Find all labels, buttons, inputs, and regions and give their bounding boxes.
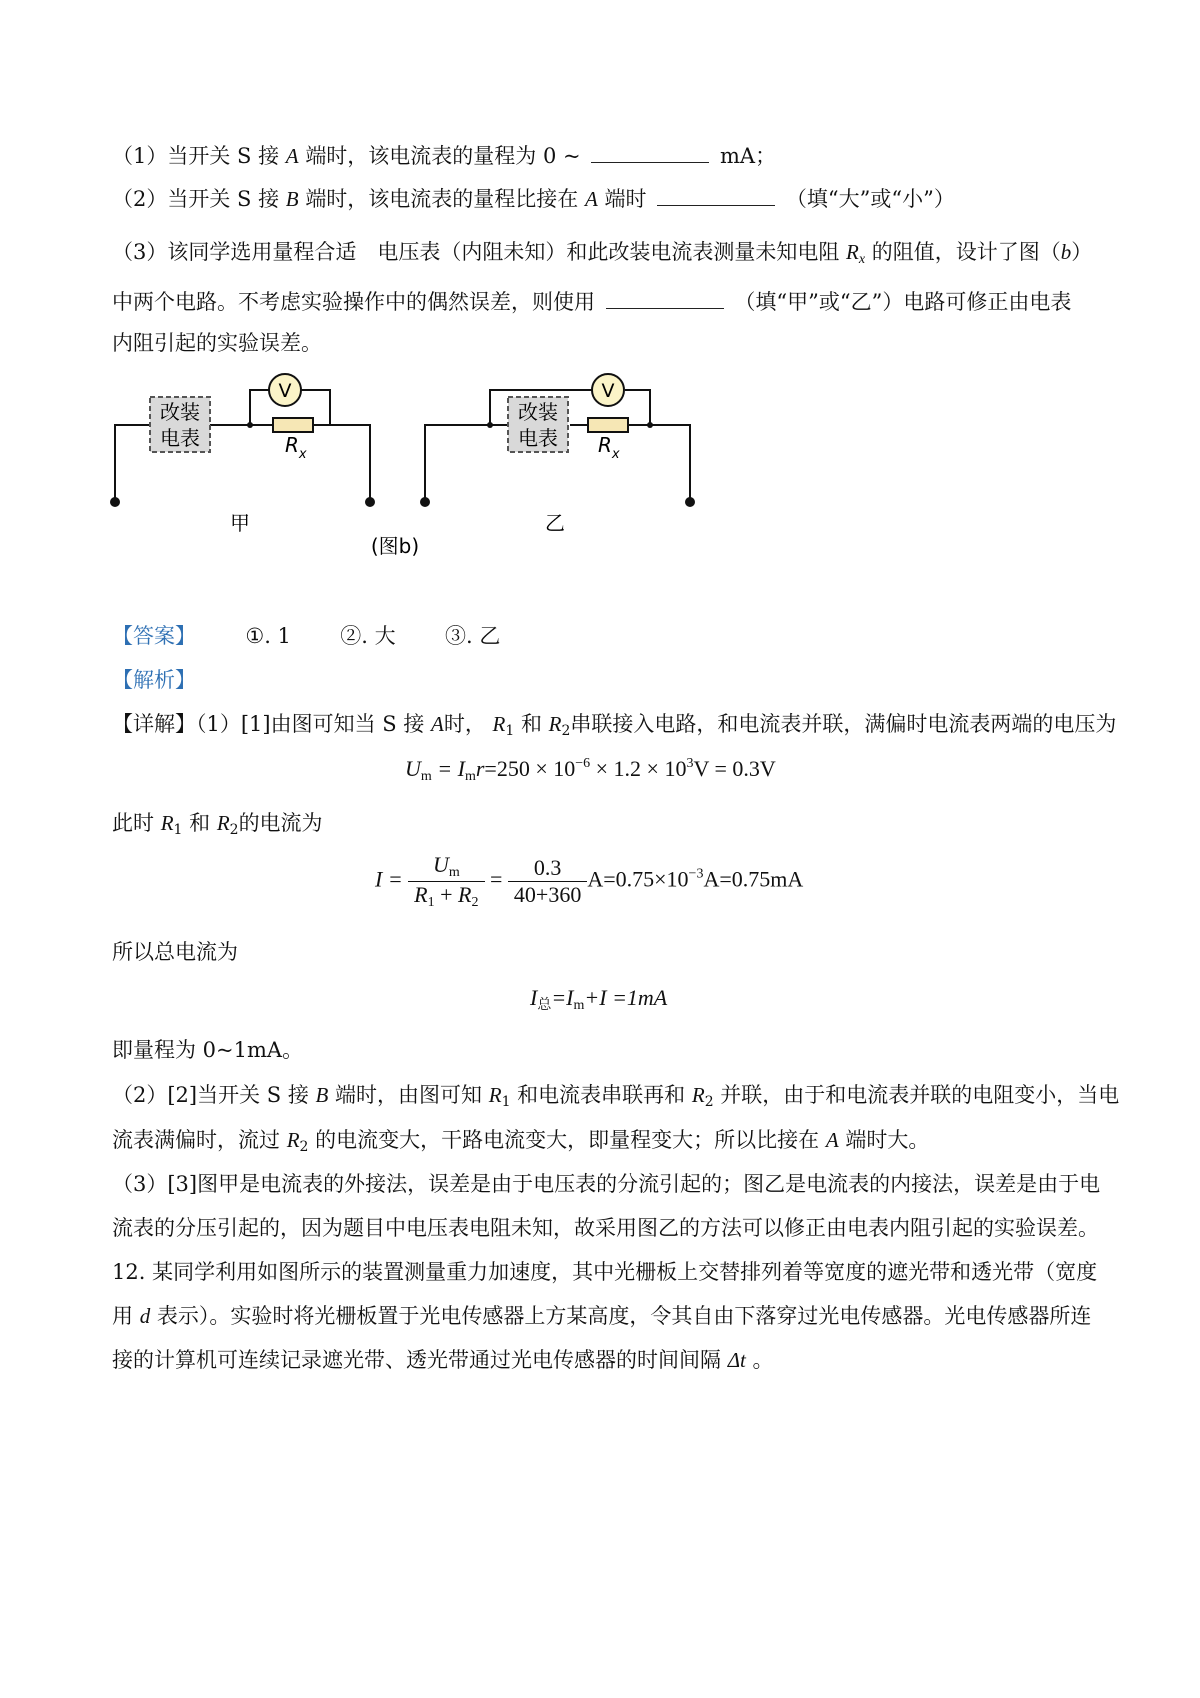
- detail-line1: [112, 708, 1116, 739]
- eq1-m: m: [420, 769, 432, 784]
- detail-text6: 所以总电流为: [112, 940, 238, 964]
- p2-text3: 和电流表串联再和: [517, 1083, 686, 1107]
- detail-and: 和: [520, 712, 542, 736]
- eq1-i: = I: [431, 756, 465, 781]
- q2-text: （2）当开关 S 接: [112, 187, 280, 211]
- terminal-jia-left: [110, 497, 120, 507]
- detail-r2b: R: [216, 811, 230, 835]
- q1-text: （1）当开关 S 接: [112, 144, 280, 168]
- p2-r2-sub: 2: [704, 1094, 714, 1110]
- p2-text4: 并联，由于和电流表并联的电阻变小，当电: [720, 1083, 1120, 1107]
- answer-line: [112, 620, 500, 650]
- voltmeter-label-yi: V: [601, 380, 615, 402]
- detail-line3: [112, 936, 238, 966]
- q12-text3: 表示）。实验时将光栅板置于光电传感器上方某高度，令其自由下落穿过光电传感器。光电传感器所连: [156, 1304, 1092, 1328]
- equation-1: [405, 756, 776, 785]
- detail-r2-sub: 2: [561, 723, 571, 739]
- q12-text4: 接的计算机可连续记录遮光带、透光带通过光电传感器的时间间隔: [112, 1348, 721, 1372]
- q3-line3: [112, 327, 322, 357]
- terminal-yi-left: [420, 497, 430, 507]
- q2-hint: （填“大”或“小”）: [785, 187, 955, 211]
- q3-text2: 的阻值，设计了图（: [871, 240, 1061, 264]
- figure-caption: (图b): [370, 534, 420, 558]
- detail-r2b-sub: 2: [229, 822, 239, 838]
- answer-3: ③. 乙: [445, 624, 501, 648]
- equation-2: [375, 852, 803, 911]
- q12-text2: 用: [112, 1304, 133, 1328]
- eq1-r: r: [475, 756, 485, 781]
- eq1-val3: V = 0.3V: [693, 756, 776, 781]
- p2-text2: 端时，由图可知: [335, 1083, 483, 1107]
- dot-yi-2: [647, 422, 653, 428]
- detail-r1: R: [492, 712, 506, 736]
- q12-text: 12. 某同学利用如图所示的装置测量重力加速度，其中光栅板上交替排列着等宽度的遮光带和透光带（宽度: [112, 1260, 1098, 1284]
- detail-line4: [112, 1034, 303, 1064]
- analysis-label: 【解析】: [112, 668, 196, 692]
- q2-text2: 端时，该电流表的量程比接在: [305, 187, 579, 211]
- p3-text: （3）[3]图甲是电流表的外接法，误差是由于电压表的分流引起的；图乙是电流表的内接法，误差是由于电: [112, 1172, 1101, 1196]
- p2-r2: R: [691, 1083, 705, 1107]
- q12-text5: 。: [752, 1348, 774, 1372]
- detail-var: A: [431, 712, 444, 736]
- p2-r2b-sub: 2: [299, 1139, 309, 1155]
- eq2-tail: A=0.75×10: [587, 866, 689, 892]
- eq3-sub: 总: [537, 997, 552, 1013]
- p3-text2: 流表的分压引起的，因为题目中电压表电阻未知，故采用图乙的方法可以修正由电表内阻引起的实验误差。: [112, 1216, 1099, 1240]
- detail-r1b: R: [160, 811, 174, 835]
- q1-unit: mA；: [720, 144, 777, 168]
- detail-line2: [112, 807, 323, 838]
- eq2-eq: =: [490, 866, 503, 892]
- detail-text4: 此时: [112, 811, 154, 835]
- eq2-i: I =: [375, 866, 403, 892]
- detail-text5: 的电流为: [238, 811, 323, 835]
- eq3-m: m: [573, 998, 585, 1013]
- q12-line2: [112, 1300, 1091, 1330]
- p2-r1-sub: 1: [501, 1094, 511, 1110]
- analysis-line: [112, 664, 196, 694]
- detail-text3: 串联接入电路，和电流表并联，满偏时电流表两端的电压为: [570, 712, 1117, 736]
- p2-text6: 的电流变大，干路电流变大，即量程变大；所以比接在: [315, 1128, 820, 1152]
- detail-r2: R: [548, 712, 562, 736]
- p2-text5: 流表满偏时，流过: [112, 1128, 280, 1152]
- equation-3: [530, 985, 667, 1014]
- q3-line2: [112, 286, 1071, 316]
- eq1-m2: m: [464, 769, 476, 784]
- resistor-yi: [588, 418, 628, 432]
- eq1-exp1: −6: [575, 756, 591, 771]
- voltmeter-label-jia: V: [278, 380, 292, 402]
- eq2-tail2: A=0.75mA: [703, 866, 804, 892]
- resistor-jia: [273, 418, 313, 432]
- eq2-frac2: $\frac{0.3}{40+360}$: [508, 855, 587, 908]
- detail-text: 【详解】（1）[1]由图可知当 S 接: [112, 712, 425, 736]
- q3-rx-sub: x: [858, 252, 866, 267]
- eq1-exp2: 3: [686, 756, 694, 771]
- eq1-val: =250 × 10: [484, 756, 576, 781]
- eq2-exp: −3: [688, 866, 704, 882]
- q1-var: A: [285, 144, 299, 168]
- label-jia: 甲: [230, 511, 250, 535]
- detail-and2: 和: [189, 811, 211, 835]
- box-label-1-yi: 改装: [518, 400, 558, 424]
- eq1-u: U: [405, 756, 421, 781]
- terminal-jia-right: [365, 497, 375, 507]
- q2-var: B: [285, 187, 299, 211]
- dot-yi-1: [487, 422, 493, 428]
- detail-text7: 即量程为 0~1mA。: [112, 1038, 304, 1062]
- detail-p3-line1: [112, 1168, 1100, 1198]
- p2-r1: R: [488, 1083, 502, 1107]
- terminal-yi-right: [685, 497, 695, 507]
- eq3-rest: +I =1mA: [584, 985, 668, 1010]
- answer-1: ①. 1: [245, 624, 291, 648]
- p2-var2: A: [825, 1128, 839, 1152]
- eq3-im: =I: [551, 985, 574, 1010]
- q12-d: d: [139, 1304, 151, 1328]
- answer-2: ②. 大: [340, 624, 396, 648]
- eq3-i: I: [530, 985, 538, 1010]
- box-label-2-jia: 电表: [160, 426, 200, 450]
- box-label-1-jia: 改装: [160, 400, 200, 424]
- eq2-frac1: $\frac{U_m}{R_1 + R_2}$: [408, 852, 484, 911]
- p2-text7: 端时大。: [845, 1128, 930, 1152]
- q1-text2: 端时，该电流表的量程为 0 ~: [305, 144, 581, 168]
- q3-rx: R: [846, 240, 859, 264]
- q3-text: （3）该同学选用量程合适 电压表（内阻未知）和此改装电流表测量未知电阻: [112, 240, 840, 264]
- detail-text2: 时，: [443, 712, 486, 736]
- detail-r1b-sub: 1: [173, 822, 183, 838]
- q2-line: [112, 183, 955, 213]
- p2-var: B: [315, 1083, 329, 1107]
- q3-text6: 内阻引起的实验误差。: [112, 331, 322, 355]
- q12-line3: [112, 1344, 774, 1374]
- answer-label: 【答案】: [112, 624, 196, 648]
- q2-blank[interactable]: [657, 185, 775, 206]
- q12-dt: Δt: [727, 1348, 746, 1372]
- p2-text: （2）[2]当开关 S 接: [112, 1083, 309, 1107]
- dot-jia-1: [247, 422, 253, 428]
- eq1-val2: × 1.2 × 10: [590, 756, 687, 781]
- rx-label-yi: $R_x$: [598, 433, 620, 462]
- q3-fig-var: b: [1060, 240, 1072, 264]
- q3-line1: [112, 236, 1092, 268]
- q1-blank[interactable]: [591, 142, 709, 163]
- q2-text3: 端时: [604, 187, 647, 211]
- detail-p2-line2: [112, 1124, 929, 1155]
- p2-r2b: R: [286, 1128, 300, 1152]
- q2-var2: A: [585, 187, 598, 211]
- q12-line1: [112, 1256, 1097, 1286]
- detail-r1-sub: 1: [505, 723, 515, 739]
- q3-blank[interactable]: [606, 288, 724, 309]
- q1-line: [112, 140, 776, 170]
- q3-text4: 中两个电路。不考虑实验操作中的偶然误差，则使用: [112, 290, 595, 314]
- q3-text3: ）: [1071, 240, 1093, 264]
- detail-p3-line2: [112, 1212, 1099, 1242]
- q3-text5: （填“甲”或“乙”）电路可修正由电表: [734, 290, 1072, 314]
- detail-p2-line1: [112, 1079, 1119, 1110]
- circuit-figure: [100, 370, 800, 570]
- rx-label-jia: $R_x$: [285, 433, 307, 462]
- label-yi: 乙: [545, 511, 565, 535]
- box-label-2-yi: 电表: [518, 426, 558, 450]
